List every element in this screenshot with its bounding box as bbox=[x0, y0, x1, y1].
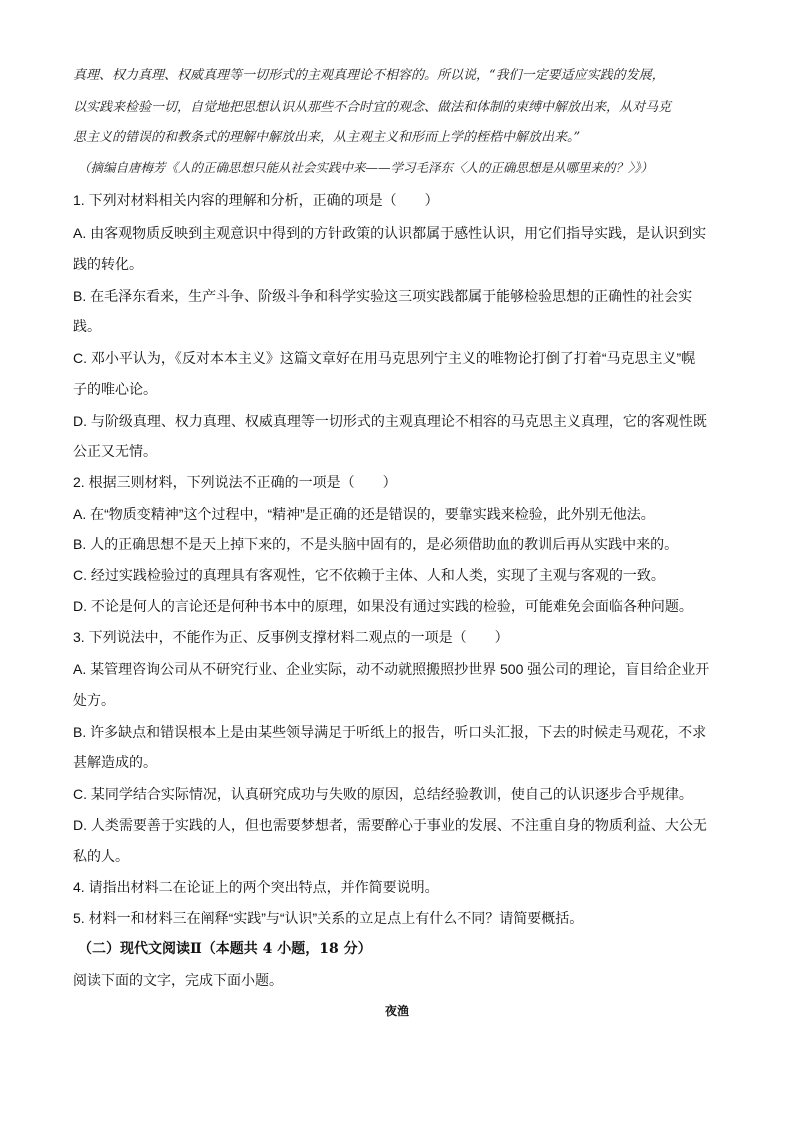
question-1-option-c-cont: 子的唯心论。 bbox=[73, 381, 157, 397]
question-1-option-d: D. 与阶级真理、权力真理、权威真理等一切形式的主观真理论不相容的马克思主义真理，它的客观性既 bbox=[73, 413, 707, 429]
reading-instruction: 阅读下面的文字，完成下面小题。 bbox=[73, 972, 283, 988]
passage-line: 以实践来检验一切，自觉地把思想认识从那些不合时宜的观念、做法和体制的束缚中解放出来，从对马克 bbox=[73, 100, 672, 115]
question-4: 4. 请指出材料二在论证上的两个突出特点，并作简要说明。 bbox=[73, 879, 439, 895]
question-1-option-b-cont: 践。 bbox=[73, 318, 101, 334]
question-3-stem: 3. 下列说法中，不能作为正、反事例支撑材料二观点的一项是（ ） bbox=[73, 629, 509, 645]
question-3-option-c: C. 某同学结合实际情况，认真研究成功与失败的原因，总结经验教训，使自己的认识逐步合乎规律。 bbox=[73, 786, 693, 802]
question-3-option-a: A. 某管理咨询公司从不研究行业、企业实际，动不动就照搬照抄世界 500 强公司的理论，盲目给企业开 bbox=[73, 661, 710, 677]
question-3-option-b-cont: 甚解造成的。 bbox=[73, 754, 157, 770]
passage-line: 思主义的错误的和教条式的理解中解放出来，从主观主义和形而上学的桎梏中解放出来。” bbox=[73, 130, 581, 145]
question-2-stem: 2. 根据三则材料，下列说法不正确的一项是（ ） bbox=[73, 474, 397, 490]
question-3-option-d-cont: 私的人。 bbox=[73, 848, 129, 864]
question-2-option-b: B. 人的正确思想不是天上掉下来的，不是头脑中固有的，是必须借助血的教训后再从实践中来的。 bbox=[73, 536, 679, 552]
question-1-stem: 1. 下列对材料相关内容的理解和分析，正确的项是（ ） bbox=[73, 192, 439, 208]
question-1-option-c: C. 邓小平认为，《反对本本主义》这篇文章好在用马克思列宁主义的唯物论打倒了打着“马克思主义”幌 bbox=[73, 350, 696, 366]
question-3-option-a-cont: 处方。 bbox=[73, 692, 115, 708]
question-3-option-b: B. 许多缺点和错误根本上是由某些领导满足于听纸上的报告，听口头汇报，下去的时候走马观花，不求 bbox=[73, 724, 707, 740]
source-citation: （摘编自唐梅芳《人的正确思想只能从社会实践中来——学习毛泽东〈人的正确思想是从哪里来的？〉》） bbox=[78, 160, 654, 175]
question-1-option-a-cont: 践的转化。 bbox=[73, 256, 143, 272]
question-3-option-d: D. 人类需要善于实践的人，但也需要梦想者，需要醉心于事业的发展、不注重自身的物质利益、大公无 bbox=[73, 817, 707, 833]
passage-title: 夜渔 bbox=[384, 1004, 409, 1018]
question-1-option-a: A. 由客观物质反映到主观意识中得到的方针政策的认识都属于感性认识，用它们指导实践，是认识到实 bbox=[73, 225, 707, 241]
question-2-option-a: A. 在“物质变精神”这个过程中，“精神”是正确的还是错误的，要靠实践来检验，此外别无他法。 bbox=[73, 506, 655, 522]
question-5: 5. 材料一和材料三在阐释“实践”与“认识”关系的立足点上有什么不同？请简要概括。 bbox=[73, 910, 584, 926]
passage-line: 真理、权力真理、权威真理等一切形式的主观真理论不相容的。所以说，“我们一定要适应实践的发展， bbox=[73, 68, 665, 83]
question-1-option-d-cont: 公正又无情。 bbox=[73, 443, 157, 459]
section-heading: （二）现代文阅读Ⅱ（本题共 4 小题，18 分） bbox=[78, 941, 372, 957]
question-1-option-b: B. 在毛泽东看来，生产斗争、阶级斗争和科学实验这三项实践都属于能够检验思想的正确性的社会实 bbox=[73, 288, 693, 304]
question-2-option-d: D. 不论是何人的言论还是何种书本中的原理，如果没有通过实践的检验，可能难免会面临各种问题。 bbox=[73, 598, 693, 614]
question-2-option-c: C. 经过实践检验过的真理具有客观性，它不依赖于主体、人和人类，实现了主观与客观的一致。 bbox=[73, 567, 665, 583]
